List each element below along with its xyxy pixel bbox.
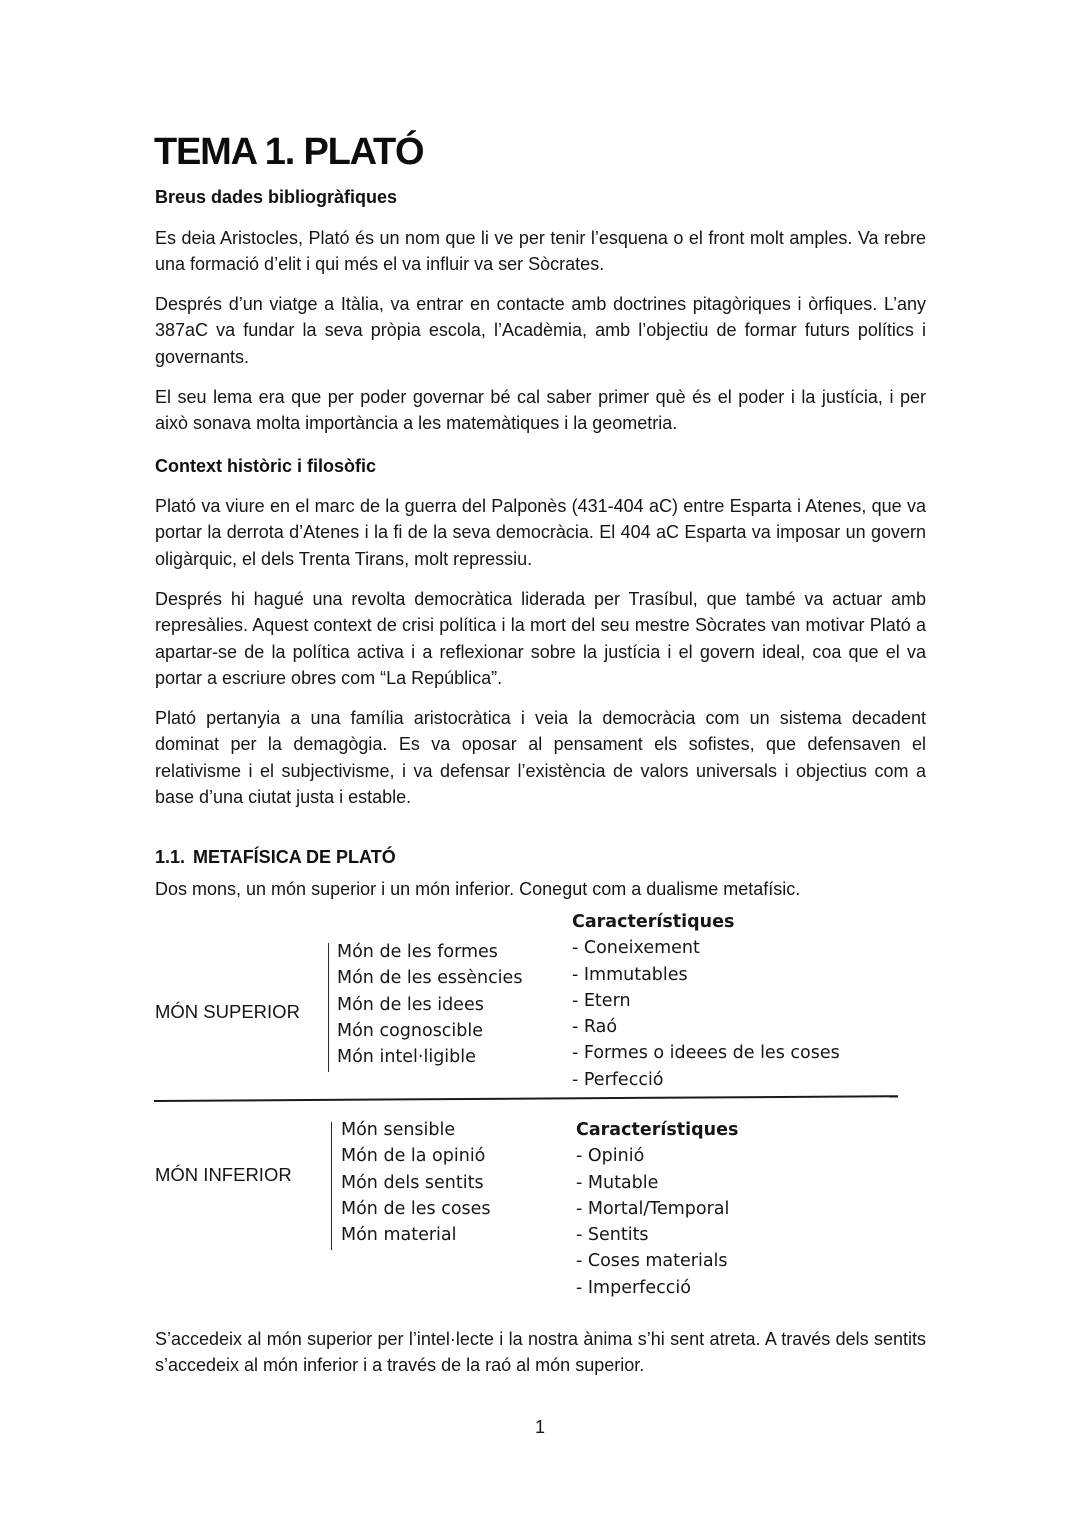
world-label-inferior: MÓN INFERIOR <box>155 1164 292 1185</box>
world-label-superior: MÓN SUPERIOR <box>155 1001 300 1022</box>
section-heading-metaphysics <box>155 845 396 869</box>
world-name: Món de les coses <box>341 1198 491 1219</box>
characteristic-item: - Sentits <box>576 1225 649 1246</box>
context-paragraph-1: Plató va viure en el marc de la guerra del Palponès (431-404 aC) entre Esparta i Atenes, que va portar la derrota d’Atenes i la fi de la seva democràcia. El 404 aC Esparta va imposar un govern oligàrquic, el dels Trenta Tirans, molt repressiu. <box>155 496 926 569</box>
characteristic-item: - Etern <box>572 990 631 1011</box>
characteristic-item: - Immutables <box>572 964 688 985</box>
characteristic-item: - Mutable <box>576 1172 659 1193</box>
page-number: 1 <box>534 1417 545 1437</box>
world-name: Món cognoscible <box>337 1020 484 1041</box>
page-title: TEMA 1. PLATÓ <box>154 131 424 173</box>
characteristics-title: Característiques <box>576 1120 739 1140</box>
world-divider-line <box>154 1095 898 1102</box>
bio-paragraph-2: Després d’un viatge a Itàlia, va entrar en contacte amb doctrines pitagòriques i òrfiques. L’any 387aC va fundar la seva pròpia escola, l’Acadèmia, amb l’objectiu de formar futurs polítics i governants. <box>155 294 926 367</box>
characteristic-item: - Perfecció <box>572 1069 664 1090</box>
world-name: Món sensible <box>341 1120 456 1140</box>
metaphysics-intro: Dos mons, un món superior i un món inferior. Conegut com a dualisme metafísic. <box>155 879 801 899</box>
characteristics-title: Característiques <box>572 912 735 932</box>
world-name: Món de les idees <box>337 994 484 1015</box>
world-name: Món de les formes <box>337 942 498 962</box>
metaphysics-conclusion: S’accedeix al món superior per l’intel·lecte i la nostra ànima s’hi sent atreta. A través dels sentits s’accedeix al món inferior i a través de la raó al món superior. <box>155 1329 926 1376</box>
world-name: Món de les essències <box>337 968 523 989</box>
context-paragraph-2: Després hi hagué una revolta democràtica liderada per Trasíbul, que també va actuar amb represàlies. Aquest context de crisi política i la mort del seu mestre Sòcrates van motivar Plató a apartar-se de la política activa i a reflexionar sobre la justícia i el govern ideal, coa que el va portar a escriure obres com “La República”. <box>155 589 926 688</box>
context-heading: Context històric i filosòfic <box>155 456 377 476</box>
context-paragraph-3: Plató pertanyia a una família aristocràtica i veia la democràcia com un sistema decadent dominat per la demagògia. Es va oposar al pensament els sofistes, que defensaven el relativisme i el subjectivisme, i va defensar l’existència de valors universals i objectius com a base d’una ciutat justa i estable. <box>155 708 926 807</box>
world-names-superior <box>337 939 522 1070</box>
characteristic-item: - Imperfecció <box>576 1277 691 1298</box>
characteristics-inferior <box>576 1117 738 1301</box>
bracket-line-inferior <box>331 1122 332 1250</box>
world-name: Món dels sentits <box>341 1172 484 1193</box>
bio-heading: Breus dades bibliogràfiques <box>155 187 398 207</box>
characteristic-item: - Opinió <box>576 1146 645 1167</box>
world-name: Món de la opinió <box>341 1146 486 1167</box>
characteristics-list <box>572 935 840 1093</box>
bracket-line-superior <box>328 943 329 1072</box>
world-name: Món intel·ligible <box>337 1047 476 1068</box>
characteristic-item: - Mortal/Temporal <box>576 1198 730 1219</box>
characteristic-item: - Raó <box>572 1017 618 1038</box>
characteristic-item: - Formes o ideees de les coses <box>572 1043 840 1064</box>
section-title-text: METAFÍSICA DE PLATÓ <box>193 847 396 867</box>
characteristics-superior <box>572 909 840 1093</box>
characteristic-item: - Coses materials <box>576 1251 728 1272</box>
world-names-inferior <box>341 1117 491 1248</box>
bio-paragraph-1: Es deia Aristocles, Plató és un nom que li ve per tenir l’esquena o el front molt amples. Va rebre una formació d’elit i qui més el va influir va ser Sòcrates. <box>155 228 926 275</box>
characteristic-item: - Coneixement <box>572 938 700 959</box>
world-name: Món material <box>341 1225 457 1246</box>
characteristics-list <box>576 1143 738 1301</box>
section-number: 1.1. <box>155 847 186 867</box>
bio-paragraph-3: El seu lema era que per poder governar bé cal saber primer què és el poder i la justícia, i per això sonava molta importància a les matemàtiques i la geometria. <box>155 387 926 434</box>
